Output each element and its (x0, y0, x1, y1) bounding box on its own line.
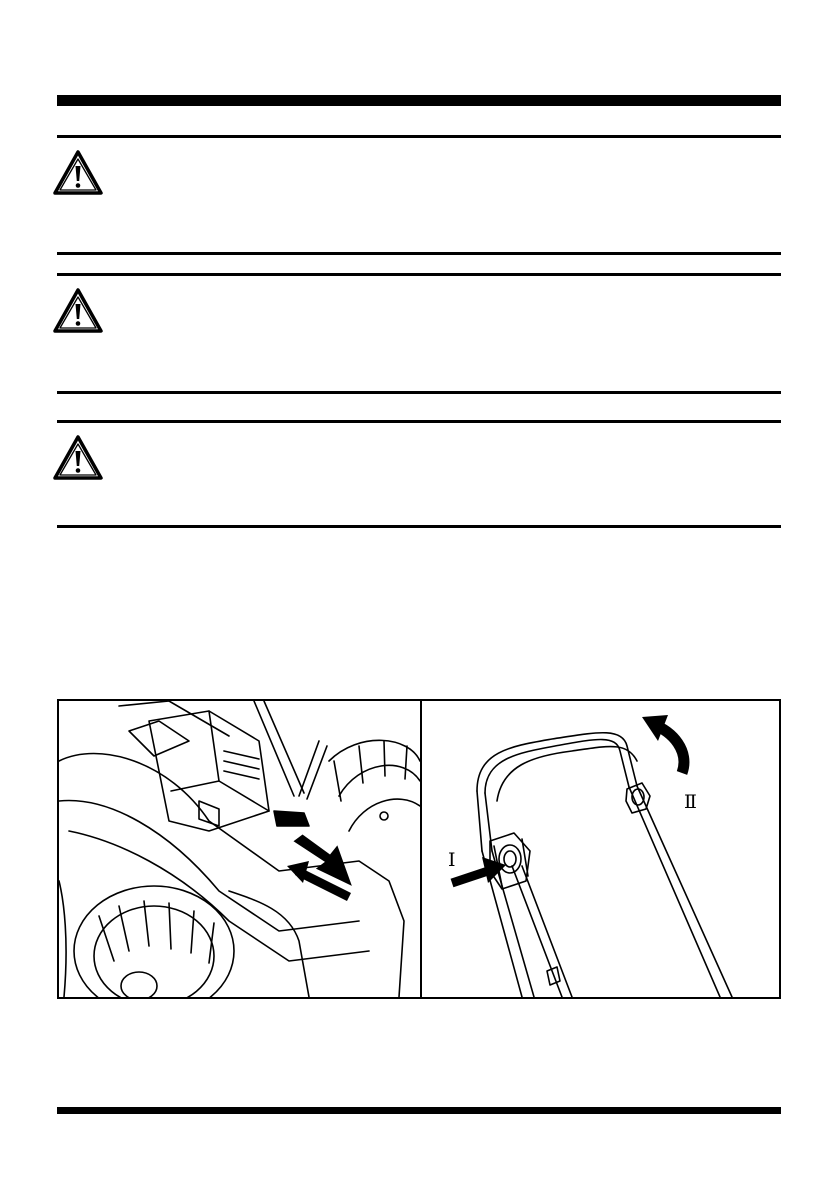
warning-3-bottom-rule (57, 525, 781, 528)
warning-triangle-icon (52, 287, 104, 335)
header-bar (57, 95, 781, 106)
step-1-label: Ⅰ (448, 849, 456, 871)
warning-3-top-rule (57, 420, 781, 423)
warning-2-bottom-rule (57, 391, 781, 394)
warning-triangle-icon (52, 434, 104, 482)
warning-1-bottom-rule (57, 252, 781, 255)
warning-2-top-rule (57, 273, 781, 276)
step-2-label: Ⅱ (684, 791, 697, 813)
handle-fold-figure (420, 699, 781, 999)
footer-bar (57, 1107, 781, 1114)
warning-triangle-icon (52, 149, 104, 197)
warning-1-top-rule (57, 135, 781, 138)
battery-compartment-figure (57, 699, 422, 999)
